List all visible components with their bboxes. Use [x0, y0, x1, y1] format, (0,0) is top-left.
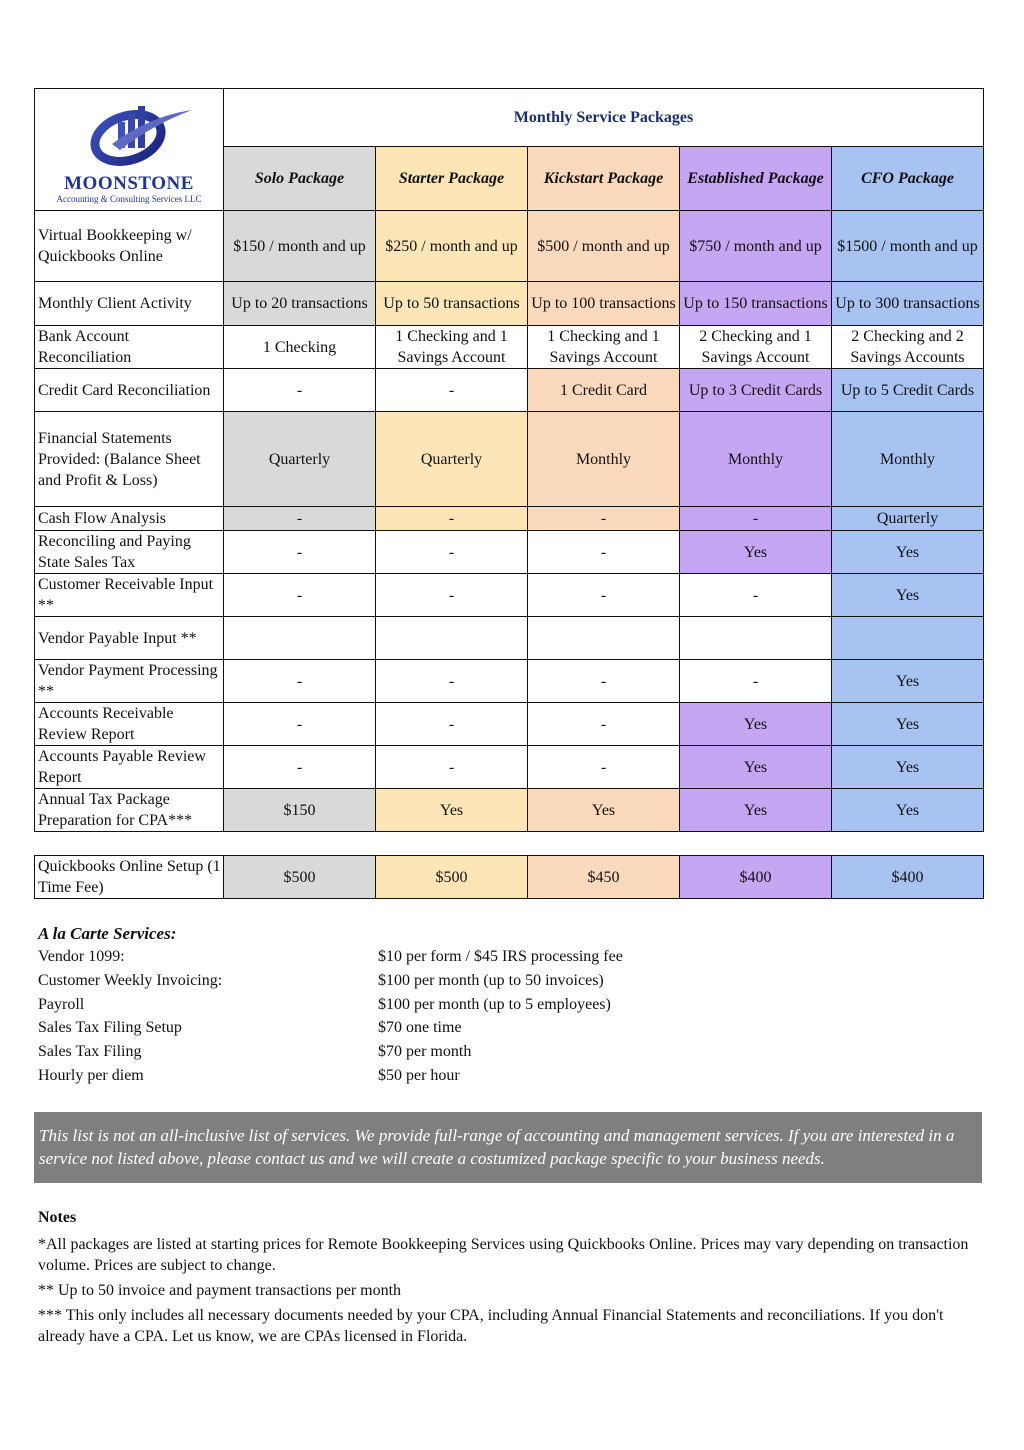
setup-solo: $500 — [224, 856, 376, 899]
package-header-established: Established Package — [680, 147, 832, 211]
cell-starter: - — [376, 507, 528, 531]
disclaimer-banner: This list is not an all-inclusive list of services. We provide full-range of accounting and management services. If you are interested in a service not listed above, please contact us and we will create a costumized package specific to your business needs. — [34, 1112, 982, 1183]
cell-starter: - — [376, 369, 528, 412]
table-row — [35, 746, 984, 789]
cell-kickstart: - — [528, 531, 680, 574]
table-row — [35, 211, 984, 282]
package-header-solo: Solo Package — [224, 147, 376, 211]
logo-name: MOONSTONE — [64, 173, 194, 194]
cell-cfo: 2 Checking and 2 Savings Accounts — [832, 326, 984, 369]
cell-starter: $250 / month and up — [376, 211, 528, 282]
row-label: Cash Flow Analysis — [35, 507, 224, 531]
cell-established — [680, 617, 832, 660]
cell-solo: - — [224, 660, 376, 703]
cell-established: 2 Checking and 1 Savings Account — [680, 326, 832, 369]
cell-established: - — [680, 574, 832, 617]
cell-cfo: Up to 5 Credit Cards — [832, 369, 984, 412]
moonstone-logo-icon — [54, 94, 204, 168]
list-item — [38, 972, 938, 996]
cell-cfo: Quarterly — [832, 507, 984, 531]
setup-label: Quickbooks Online Setup (1 Time Fee) — [35, 856, 224, 899]
list-item — [38, 1067, 938, 1091]
table-row — [35, 369, 984, 412]
cell-starter: Up to 50 transactions — [376, 282, 528, 326]
service-price: $70 per month — [378, 1043, 472, 1060]
note-item: *All packages are listed at starting prices for Remote Bookkeeping Services using Quickbooks Online. Prices may vary depending on transaction volume. Prices are subject to change. — [38, 1236, 969, 1274]
table-row — [35, 574, 984, 617]
cell-solo: - — [224, 531, 376, 574]
cell-kickstart — [528, 617, 680, 660]
service-name: Hourly per diem — [38, 1067, 144, 1084]
cell-cfo: Yes — [832, 789, 984, 832]
cell-solo: - — [224, 574, 376, 617]
table-row — [35, 703, 984, 746]
cell-cfo: Yes — [832, 660, 984, 703]
cell-solo: $150 — [224, 789, 376, 832]
cell-starter: Yes — [376, 789, 528, 832]
service-name: Sales Tax Filing Setup — [38, 1019, 182, 1036]
table-row — [35, 617, 984, 660]
cell-established: Up to 3 Credit Cards — [680, 369, 832, 412]
cell-kickstart: Monthly — [528, 412, 680, 507]
cell-established: Up to 150 transactions — [680, 282, 832, 326]
row-label: Bank Account Reconciliation — [35, 326, 224, 369]
table-row — [35, 660, 984, 703]
row-label: Accounts Payable Review Report — [35, 746, 224, 789]
cell-solo: Up to 20 transactions — [224, 282, 376, 326]
cell-cfo: $1500 / month and up — [832, 211, 984, 282]
cell-kickstart: - — [528, 746, 680, 789]
cell-kickstart: - — [528, 703, 680, 746]
table-row — [35, 856, 984, 899]
service-price: $50 per hour — [378, 1067, 460, 1084]
cell-established: Yes — [680, 789, 832, 832]
cell-starter: - — [376, 703, 528, 746]
cell-kickstart: Up to 100 transactions — [528, 282, 680, 326]
cell-established: Yes — [680, 703, 832, 746]
row-label: Reconciling and Paying State Sales Tax — [35, 531, 224, 574]
cell-established: Yes — [680, 746, 832, 789]
cell-solo: - — [224, 746, 376, 789]
service-price: $100 per month (up to 50 invoices) — [378, 972, 604, 989]
package-header-starter: Starter Package — [376, 147, 528, 211]
cell-solo — [224, 617, 376, 660]
logo — [35, 89, 224, 211]
service-name: Customer Weekly Invoicing: — [38, 972, 223, 989]
cell-starter: - — [376, 660, 528, 703]
cell-starter: - — [376, 574, 528, 617]
table-row — [35, 507, 984, 531]
row-label: Annual Tax Package Preparation for CPA*** — [35, 789, 224, 832]
cell-starter: - — [376, 531, 528, 574]
cell-cfo — [832, 617, 984, 660]
package-header-kickstart: Kickstart Package — [528, 147, 680, 211]
list-item — [38, 948, 938, 972]
row-label: Vendor Payment Processing ** — [35, 660, 224, 703]
cell-cfo: Yes — [832, 746, 984, 789]
table-row — [35, 789, 984, 832]
cell-solo: $150 / month and up — [224, 211, 376, 282]
package-header-cfo: CFO Package — [832, 147, 984, 211]
table-row — [35, 531, 984, 574]
row-label: Customer Receivable Input ** — [35, 574, 224, 617]
cell-solo: - — [224, 369, 376, 412]
service-name: Vendor 1099: — [38, 948, 125, 965]
cell-kickstart: - — [528, 660, 680, 703]
note-item: ** Up to 50 invoice and payment transactions per month — [38, 1282, 402, 1299]
row-label: Monthly Client Activity — [35, 282, 224, 326]
service-price: $10 per form / $45 IRS processing fee — [378, 948, 623, 965]
service-price: $70 one time — [378, 1019, 462, 1036]
cell-established: $750 / month and up — [680, 211, 832, 282]
cell-established: - — [680, 660, 832, 703]
row-label: Accounts Receivable Review Report — [35, 703, 224, 746]
cell-established: - — [680, 507, 832, 531]
cell-starter — [376, 617, 528, 660]
cell-kickstart: - — [528, 574, 680, 617]
logo-subtitle: Accounting & Consulting Services LLC — [56, 194, 202, 204]
service-price: $100 per month (up to 5 employees) — [378, 996, 611, 1013]
cell-starter: Quarterly — [376, 412, 528, 507]
setup-cfo: $400 — [832, 856, 984, 899]
cell-established: Monthly — [680, 412, 832, 507]
cell-kickstart: 1 Credit Card — [528, 369, 680, 412]
setup-kickstart: $450 — [528, 856, 680, 899]
cell-cfo: Monthly — [832, 412, 984, 507]
row-label: Vendor Payable Input ** — [35, 617, 224, 660]
cell-starter: - — [376, 746, 528, 789]
cell-solo: 1 Checking — [224, 326, 376, 369]
cell-kickstart: 1 Checking and 1 Savings Account — [528, 326, 680, 369]
cell-established: Yes — [680, 531, 832, 574]
cell-solo: - — [224, 703, 376, 746]
cell-cfo: Yes — [832, 703, 984, 746]
setup-fee-table — [34, 855, 984, 899]
service-packages-table — [34, 88, 984, 832]
list-item — [38, 1019, 938, 1043]
cell-solo: - — [224, 507, 376, 531]
cell-starter: 1 Checking and 1 Savings Account — [376, 326, 528, 369]
table-row — [35, 412, 984, 507]
cell-solo: Quarterly — [224, 412, 376, 507]
service-name: Sales Tax Filing — [38, 1043, 142, 1060]
cell-cfo: Yes — [832, 574, 984, 617]
cell-kickstart: Yes — [528, 789, 680, 832]
cell-cfo: Yes — [832, 531, 984, 574]
cell-cfo: Up to 300 transactions — [832, 282, 984, 326]
list-item — [38, 1043, 938, 1067]
service-name: Payroll — [38, 996, 85, 1013]
setup-established: $400 — [680, 856, 832, 899]
table-row — [35, 282, 984, 326]
row-label: Financial Statements Provided: (Balance Sheet and Profit & Loss) — [35, 412, 224, 507]
row-label: Credit Card Reconciliation — [35, 369, 224, 412]
setup-starter: $500 — [376, 856, 528, 899]
cell-kickstart: - — [528, 507, 680, 531]
table-row — [35, 326, 984, 369]
table-title: Monthly Service Packages — [224, 89, 984, 147]
row-label: Virtual Bookkeeping w/ Quickbooks Online — [35, 211, 224, 282]
alacarte-title: A la Carte Services: — [38, 924, 177, 943]
notes-title: Notes — [38, 1209, 77, 1226]
note-item: *** This only includes all necessary documents needed by your CPA, including Annual Financial Statements and reconciliations. If you don't already have a CPA. Let us know, we are CPAs licensed in Florida. — [38, 1307, 944, 1345]
list-item — [38, 996, 938, 1020]
cell-kickstart: $500 / month and up — [528, 211, 680, 282]
